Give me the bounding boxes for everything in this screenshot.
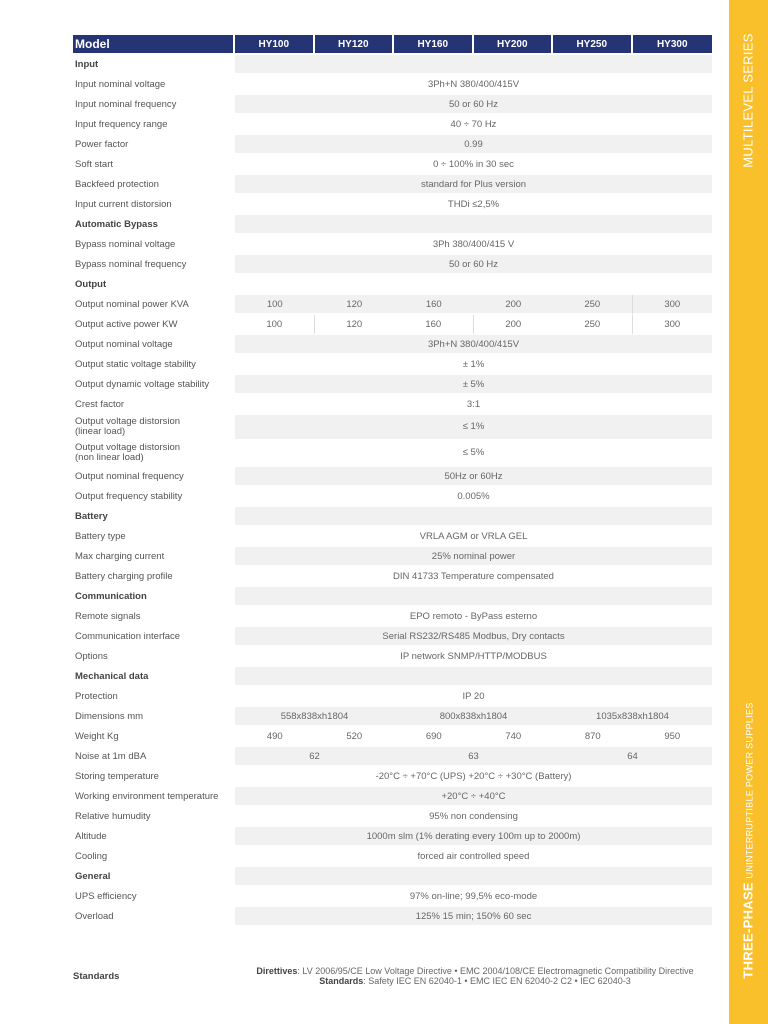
row-label <box>73 787 235 807</box>
row-label-text: Mechanical data <box>75 670 149 682</box>
table-row <box>73 335 712 355</box>
standards-list: : Safety IEC EN 62040-1 • EMC IEC EN 62040-2 C2 • IEC 62040-3 <box>363 976 631 986</box>
value-cell: 95% non condensing <box>235 807 712 827</box>
section-title <box>73 587 235 607</box>
table-row <box>73 487 712 507</box>
value-cell: 62 <box>235 747 394 767</box>
value-cell: 520 <box>315 727 395 747</box>
value-cell: 870 <box>553 727 633 747</box>
table-row <box>73 155 712 175</box>
row-label-text: Input nominal voltage <box>75 78 166 90</box>
value-cell: 3Ph+N 380/400/415V <box>235 335 712 355</box>
row-label-text: Backfeed protection <box>75 178 159 190</box>
value-cell: 1035x838xh1804 <box>553 707 712 727</box>
model-col-header: HY250 <box>553 35 633 55</box>
row-label <box>73 807 235 827</box>
value-cell: 490 <box>235 727 315 747</box>
row-label <box>73 255 235 275</box>
value-cell: 64 <box>553 747 712 767</box>
header-row <box>73 35 712 55</box>
value-cell: 100 <box>235 295 315 315</box>
row-label-text: Output voltage distorsion <box>75 442 181 453</box>
table-row <box>73 527 712 547</box>
section-row <box>73 667 712 687</box>
row-label-text: Communication <box>75 590 147 602</box>
row-label-text: Relative humudity <box>75 810 151 822</box>
row-label <box>73 527 235 547</box>
section-fill <box>235 55 712 75</box>
row-label-text: Battery charging profile <box>75 570 173 582</box>
value-cell: 690 <box>394 727 474 747</box>
table-row <box>73 607 712 627</box>
row-label-text: Output static voltage stability <box>75 358 196 370</box>
table-row <box>73 195 712 215</box>
value-cell: 100 <box>235 315 315 335</box>
value-cell: VRLA AGM or VRLA GEL <box>235 527 712 547</box>
value-cell: 25% nominal power <box>235 547 712 567</box>
row-label <box>73 415 235 441</box>
row-label-text: Communication interface <box>75 630 181 642</box>
value-cell: ± 5% <box>235 375 712 395</box>
model-col-header: HY160 <box>394 35 474 55</box>
product-title-bold: THREE-PHASE <box>741 881 757 979</box>
row-label-text: Output <box>75 278 107 290</box>
row-label <box>73 355 235 375</box>
section-row <box>73 587 712 607</box>
value-cell: 0.99 <box>235 135 712 155</box>
row-label <box>73 767 235 787</box>
row-label-text: Battery <box>75 510 108 522</box>
table-row <box>73 355 712 375</box>
row-label <box>73 727 235 747</box>
value-cell: 950 <box>633 727 713 747</box>
row-label <box>73 195 235 215</box>
row-label <box>73 467 235 487</box>
row-label-text: Bypass nominal frequency <box>75 258 187 270</box>
row-label <box>73 547 235 567</box>
model-col-header: HY200 <box>474 35 554 55</box>
standards-text <box>238 966 712 986</box>
row-label-text: Bypass nominal voltage <box>75 238 176 250</box>
value-cell: 63 <box>394 747 553 767</box>
row-label-text: Input nominal frequency <box>75 98 177 110</box>
row-label <box>73 567 235 587</box>
value-cell: +20°C ÷ +40°C <box>235 787 712 807</box>
section-title <box>73 275 235 295</box>
standards-row <box>73 963 712 989</box>
table-row <box>73 727 712 747</box>
row-label-text: Output nominal voltage <box>75 338 173 350</box>
value-cell: 558x838xh1804 <box>235 707 394 727</box>
value-cell: THDi ≤2,5% <box>235 195 712 215</box>
standards-line <box>238 976 712 986</box>
row-label <box>73 907 235 927</box>
row-label-text: Input <box>75 58 99 70</box>
value-cell: 0.005% <box>235 487 712 507</box>
row-label <box>73 95 235 115</box>
row-label-text: Input frequency range <box>75 118 168 130</box>
table-row <box>73 235 712 255</box>
table-row <box>73 415 712 441</box>
row-label <box>73 847 235 867</box>
section-title <box>73 507 235 527</box>
value-cell: ≤ 1% <box>235 415 712 441</box>
value-cell: 40 ÷ 70 Hz <box>235 115 712 135</box>
row-label-text: Working environment temperature <box>75 790 219 802</box>
row-label <box>73 707 235 727</box>
row-label-text: Output frequency stability <box>75 490 183 502</box>
row-label-text: Weight Kg <box>75 730 119 742</box>
series-title: MULTILEVEL SERIES <box>741 32 757 168</box>
table-row <box>73 75 712 95</box>
value-cell: IP network SNMP/HTTP/MODBUS <box>235 647 712 667</box>
row-label <box>73 335 235 355</box>
row-label <box>73 627 235 647</box>
value-cell: 1000m slm (1% derating every 100m up to 2000m) <box>235 827 712 847</box>
table-row <box>73 767 712 787</box>
table-row <box>73 441 712 467</box>
row-label <box>73 887 235 907</box>
value-cell: standard for Plus version <box>235 175 712 195</box>
row-label-text: Altitude <box>75 830 107 842</box>
value-cell: 97% on-line; 99,5% eco-mode <box>235 887 712 907</box>
table-row <box>73 707 712 727</box>
row-label-subtext: (linear load) <box>75 426 126 437</box>
table-row <box>73 547 712 567</box>
row-label <box>73 295 235 315</box>
value-cell: -20°C ÷ +70°C (UPS) +20°C ÷ +30°C (Battery) <box>235 767 712 787</box>
table-row <box>73 395 712 415</box>
value-cell: 125% 15 min; 150% 60 sec <box>235 907 712 927</box>
value-cell: 250 <box>553 295 633 315</box>
row-label-text: Output voltage distorsion <box>75 416 181 427</box>
row-label-text: Storing temperature <box>75 770 159 782</box>
section-row <box>73 55 712 75</box>
row-label <box>73 75 235 95</box>
value-cell: 0 ÷ 100% in 30 sec <box>235 155 712 175</box>
table-row <box>73 175 712 195</box>
value-cell: 160 <box>394 315 474 335</box>
value-cell: forced air controlled speed <box>235 847 712 867</box>
table-row <box>73 827 712 847</box>
value-cell: 3Ph 380/400/415 V <box>235 235 712 255</box>
row-label-text: Crest factor <box>75 398 125 410</box>
table-row <box>73 115 712 135</box>
table-row <box>73 807 712 827</box>
value-cell: 200 <box>474 315 554 335</box>
value-cell: 740 <box>474 727 554 747</box>
row-label-text: Output nominal power KVA <box>75 298 189 310</box>
directives-title: Direttives <box>256 966 298 976</box>
value-cell: DIN 41733 Temperature compensated <box>235 567 712 587</box>
series-title-wrap <box>729 20 768 180</box>
row-label-text: Dimensions mm <box>75 710 144 722</box>
table-row <box>73 375 712 395</box>
row-label <box>73 375 235 395</box>
row-label <box>73 135 235 155</box>
row-label <box>73 175 235 195</box>
row-label <box>73 647 235 667</box>
table-row <box>73 135 712 155</box>
spec-body <box>73 55 712 927</box>
section-row <box>73 275 712 295</box>
row-label <box>73 747 235 767</box>
value-cell: 50 or 60 Hz <box>235 255 712 275</box>
row-label-subtext: (non linear load) <box>75 452 144 463</box>
table-row <box>73 647 712 667</box>
table-row <box>73 627 712 647</box>
section-title <box>73 55 235 75</box>
section-fill <box>235 587 712 607</box>
value-cell: 50Hz or 60Hz <box>235 467 712 487</box>
value-cell: 3:1 <box>235 395 712 415</box>
section-fill <box>235 667 712 687</box>
row-label <box>73 315 235 335</box>
table-row <box>73 847 712 867</box>
row-label <box>73 235 235 255</box>
value-cell: EPO remoto - ByPass esterno <box>235 607 712 627</box>
row-label-text: Protection <box>75 690 118 702</box>
directives-text: : LV 2006/95/CE Low Voltage Directive • EMC 2004/108/CE Electromagnetic Compatibility Directive <box>297 966 694 976</box>
table-row <box>73 787 712 807</box>
row-label <box>73 687 235 707</box>
value-cell: 120 <box>315 315 395 335</box>
value-cell: 250 <box>553 315 633 335</box>
row-label <box>73 827 235 847</box>
model-col-header: HY120 <box>315 35 395 55</box>
row-label-text: Remote signals <box>75 610 141 622</box>
value-cell: 300 <box>633 315 713 335</box>
table-row <box>73 315 712 335</box>
row-label-text: Output nominal frequency <box>75 470 184 482</box>
value-cell: IP 20 <box>235 687 712 707</box>
row-label-text: Automatic Bypass <box>75 218 158 230</box>
table-row <box>73 295 712 315</box>
value-cell: 200 <box>474 295 554 315</box>
standards-label: Standards <box>73 970 120 982</box>
section-fill <box>235 215 712 235</box>
row-label-text: Options <box>75 650 108 662</box>
row-label-text: Input current distorsion <box>75 198 172 210</box>
row-label-text: General <box>75 870 111 882</box>
table-row <box>73 255 712 275</box>
row-label <box>73 155 235 175</box>
model-header: Model <box>73 35 235 55</box>
model-col-header: HY100 <box>235 35 315 55</box>
table-row <box>73 887 712 907</box>
row-label <box>73 441 235 467</box>
row-label-text: Output dynamic voltage stability <box>75 378 210 390</box>
row-label-text: UPS efficiency <box>75 890 137 902</box>
side-band <box>729 0 768 1024</box>
row-label-text: Max charging current <box>75 550 165 562</box>
product-title <box>741 702 756 978</box>
value-cell: 300 <box>633 295 713 315</box>
product-title-light: UNINTERRUPTIBLE POWER SUPPLIES <box>745 701 756 878</box>
standards-title: Standards <box>319 976 364 986</box>
row-label-text: Soft start <box>75 158 114 170</box>
product-title-wrap <box>729 690 768 990</box>
section-row <box>73 215 712 235</box>
value-cell: 120 <box>315 295 395 315</box>
section-fill <box>235 867 712 887</box>
value-cell: 3Ph+N 380/400/415V <box>235 75 712 95</box>
section-title <box>73 667 235 687</box>
table-row <box>73 907 712 927</box>
table-row <box>73 687 712 707</box>
section-title <box>73 867 235 887</box>
row-label-text: Battery type <box>75 530 126 542</box>
row-label-text: Power factor <box>75 138 129 150</box>
row-label-text: Noise at 1m dBA <box>75 750 147 762</box>
model-col-header: HY300 <box>633 35 713 55</box>
value-cell: Serial RS232/RS485 Modbus, Dry contacts <box>235 627 712 647</box>
table-row <box>73 95 712 115</box>
row-label-text: Cooling <box>75 850 108 862</box>
row-label <box>73 115 235 135</box>
row-label <box>73 395 235 415</box>
section-row <box>73 507 712 527</box>
value-cell: 160 <box>394 295 474 315</box>
row-label <box>73 607 235 627</box>
table-row <box>73 747 712 767</box>
section-fill <box>235 507 712 527</box>
row-label-text: Output active power KW <box>75 318 178 330</box>
row-label <box>73 487 235 507</box>
row-label-text: Overload <box>75 910 114 922</box>
value-cell: ± 1% <box>235 355 712 375</box>
section-row <box>73 867 712 887</box>
directives-line <box>238 966 712 976</box>
spec-table <box>73 35 712 927</box>
table-row <box>73 467 712 487</box>
value-cell: 800x838xh1804 <box>394 707 553 727</box>
section-fill <box>235 275 712 295</box>
value-cell: ≤ 5% <box>235 441 712 467</box>
table-row <box>73 567 712 587</box>
value-cell: 50 or 60 Hz <box>235 95 712 115</box>
section-title <box>73 215 235 235</box>
